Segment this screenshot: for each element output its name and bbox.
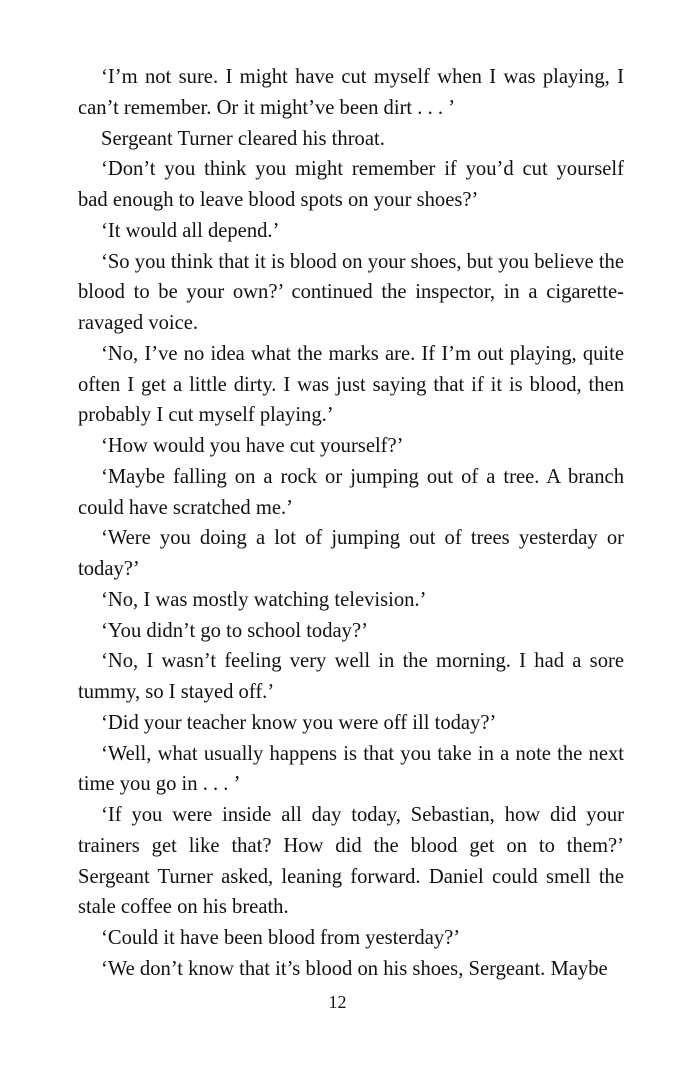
paragraph: ‘You didn’t go to school today?’: [101, 619, 368, 642]
paragraph: Sergeant Turner cleared his throat.: [101, 127, 385, 150]
paragraph: ‘No, I’ve no idea what the marks are. If I’m out playing, quite often I get a little dirty. I was just saying that if it is blood, then probably I cut myself playing.’: [78, 342, 624, 427]
paragraph: ‘We don’t know that it’s blood on his shoes, Sergeant. Maybe: [101, 957, 608, 980]
paragraph: ‘Did your teacher know you were off ill today?’: [101, 711, 497, 734]
paragraph: ‘How would you have cut yourself?’: [101, 435, 404, 457]
paragraph: ‘Don’t you think you might remember if you’d cut yourself bad enough to leave blood spots on your shoes?’: [78, 158, 624, 211]
paragraph: ‘No, I was mostly watching television.’: [101, 588, 427, 611]
paragraph: ‘Were you doing a lot of jumping out of trees yesterday or today?’: [78, 527, 624, 580]
paragraph: ‘Maybe falling on a rock or jumping out of a tree. A branch could have scratched me.’: [78, 465, 624, 519]
page-number: 12: [328, 992, 347, 1012]
paragraph: ‘I’m not sure. I might have cut myself when I was playing, I can’t remember. Or it might’ve been dirt . . . ’: [78, 66, 624, 119]
paragraph: ‘No, I wasn’t feeling very well in the morning. I had a sore tummy, so I stayed off.’: [78, 650, 624, 703]
paragraph: ‘Well, what usually happens is that you take in a note the next time you go in . . . ’: [78, 742, 624, 796]
paragraph: ‘It would all depend.’: [101, 219, 280, 242]
paragraph: ‘So you think that it is blood on your shoes, but you believe the blood to be your own?’ continued the inspector, in a cigarette-ravaged voice.: [78, 250, 624, 334]
paragraph: ‘Could it have been blood from yesterday?’: [101, 927, 461, 949]
paragraph: ‘If you were inside all day today, Sebastian, how did your trainers get like that? How did the blood get on to them?’ Sergeant Turner asked, leaning forward. Daniel could smell the stale coffee on his breath.: [78, 804, 624, 919]
body-text: [78, 62, 624, 985]
